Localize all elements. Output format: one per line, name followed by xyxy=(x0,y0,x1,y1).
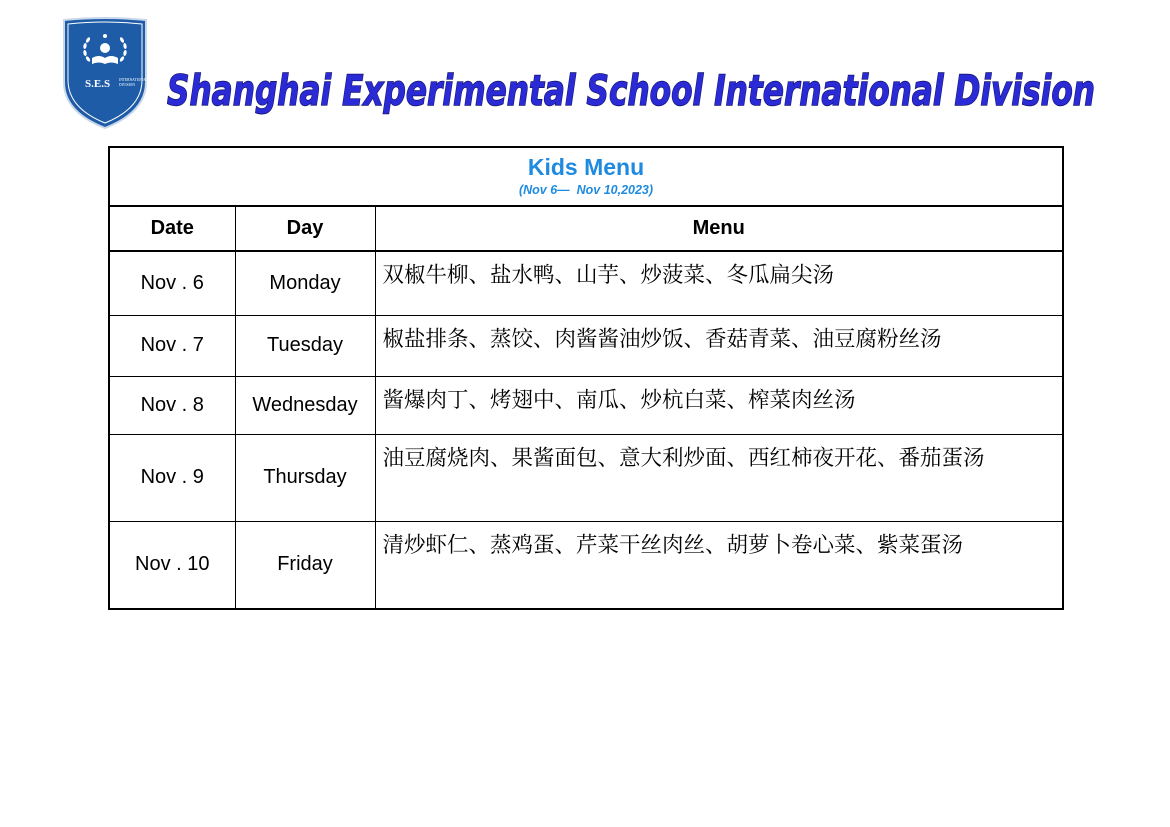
day-cell: Monday xyxy=(235,251,375,315)
svg-text:DIVISION: DIVISION xyxy=(119,83,135,87)
menu-cell: 清炒虾仁、蒸鸡蛋、芹菜干丝肉丝、胡萝卜卷心菜、紫菜蛋汤 xyxy=(375,521,1063,609)
day-cell: Friday xyxy=(235,521,375,609)
table-row xyxy=(109,521,1063,609)
day-cell: Wednesday xyxy=(235,376,375,434)
school-name-heading xyxy=(164,56,1104,126)
column-header-date: Date xyxy=(109,206,235,251)
column-header-day: Day xyxy=(235,206,375,251)
date-cell: Nov . 7 xyxy=(109,315,235,376)
menu-cell: 椒盐排条、蒸饺、肉酱酱油炒饭、香菇青菜、油豆腐粉丝汤 xyxy=(375,315,1063,376)
day-cell: Tuesday xyxy=(235,315,375,376)
logo-text-ses: S.E.S xyxy=(85,78,111,90)
menu-cell: 油豆腐烧肉、果酱面包、意大利炒面、西红柿夜开花、番茄蛋汤 xyxy=(375,434,1063,521)
table-row xyxy=(109,434,1063,521)
menu-date-range: (Nov 6— Nov 10,2023) xyxy=(518,183,654,197)
kids-menu-table xyxy=(108,146,1064,610)
menu-cell: 酱爆肉丁、烤翅中、南瓜、炒杭白菜、榨菜肉丝汤 xyxy=(375,376,1063,434)
menu-heading-cell xyxy=(109,147,1063,206)
school-logo xyxy=(62,16,148,130)
date-cell: Nov . 8 xyxy=(109,376,235,434)
school-name: Shanghai Experimental School International Division xyxy=(167,66,1095,115)
menu-cell: 双椒牛柳、盐水鸭、山芋、炒菠菜、冬瓜扁尖汤 xyxy=(375,251,1063,315)
date-cell: Nov . 9 xyxy=(109,434,235,521)
day-cell: Thursday xyxy=(235,434,375,521)
column-header-menu: Menu xyxy=(375,206,1063,251)
table-row xyxy=(109,376,1063,434)
svg-text:INTERNATIONAL: INTERNATIONAL xyxy=(119,78,148,82)
table-row xyxy=(109,315,1063,376)
date-cell: Nov . 6 xyxy=(109,251,235,315)
date-cell: Nov . 10 xyxy=(109,521,235,609)
table-row xyxy=(109,251,1063,315)
menu-title: Kids Menu xyxy=(527,154,645,180)
